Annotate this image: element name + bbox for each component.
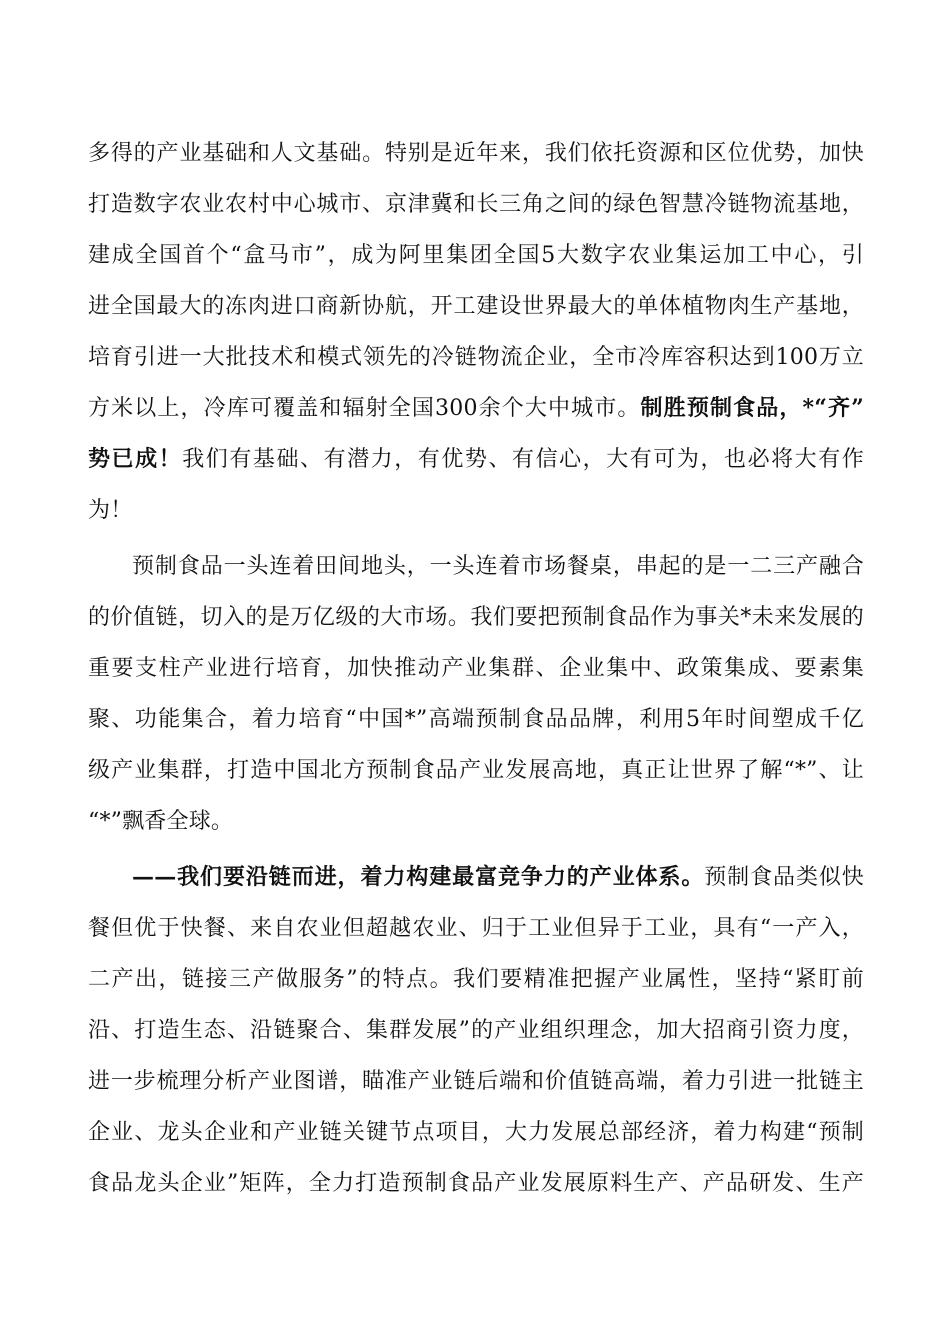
text-line: 进一步梳理分析产业图谱，瞄准产业链后端和价值链高端，着力引进一批链主 xyxy=(88,1069,864,1094)
text-line: 进全国最大的冻肉进口商新协航，开工建设世界最大的单体植物肉生产基地， xyxy=(88,294,864,319)
text-line: 为！ xyxy=(88,498,133,523)
paragraph xyxy=(88,541,864,847)
text-line xyxy=(88,852,864,903)
paragraph xyxy=(88,128,864,536)
plain-text: 方米以上，冷库可覆盖和辐射全国300余个大中城市。 xyxy=(88,396,641,421)
plain-text: 我们有基础、有潜力，有优势、有信心，大有可为，也必将大有作 xyxy=(182,447,864,472)
text-line: “*”飘香全球。 xyxy=(88,809,234,834)
text-line xyxy=(88,383,864,434)
text-line: 建成全国首个“盒马市”，成为阿里集团全国5大数字农业集运加工中心，引 xyxy=(88,243,864,268)
text-line: 级产业集群，打造中国北方预制食品产业发展高地，真正让世界了解“*”、让 xyxy=(88,758,864,783)
text-line: 企业、龙头企业和产业链关键节点项目，大力发展总部经济，着力构建“预制 xyxy=(88,1120,864,1145)
document-body xyxy=(88,128,864,1209)
plain-text: 预制食品类似快 xyxy=(704,865,864,890)
text-line: 打造数字农业农村中心城市、京津冀和长三角之间的绿色智慧冷链物流基地， xyxy=(88,192,864,217)
bold-text: 制胜预制食品，*“齐” xyxy=(640,395,864,421)
text-line: 聚、功能集合，着力培育“中国*”高端预制食品品牌，利用5年时间塑成千亿 xyxy=(88,707,864,732)
text-line: 沿、打造生态、沿链聚合、集群发展”的产业组织理念，加大招商引资力度， xyxy=(88,1018,864,1043)
text-line: 重要支柱产业进行培育，加快推动产业集群、企业集中、政策集成、要素集 xyxy=(88,656,864,681)
text-line: 食品龙头企业”矩阵，全力打造预制食品产业发展原料生产、产品研发、生产 xyxy=(88,1171,864,1196)
text-line: 培育引进一大批技术和模式领先的冷链物流企业，全市冷库容积达到100万立 xyxy=(88,345,864,370)
bold-text: 势已成！ xyxy=(88,446,183,472)
text-line: 二产出，链接三产做服务”的特点。我们要精准把握产业属性，坚持“紧盯前 xyxy=(88,967,864,992)
text-line xyxy=(88,434,864,485)
paragraph xyxy=(88,852,864,1209)
text-line: 预制食品一头连着田间地头，一头连着市场餐桌，串起的是一二三产融合 xyxy=(132,554,864,579)
bold-text: ——我们要沿链而进，着力构建最富竞争力的产业体系。 xyxy=(132,864,705,890)
text-line: 餐但优于快餐、来自农业但超越农业、归于工业但异于工业，具有“一产入， xyxy=(88,916,864,941)
text-line: 多得的产业基础和人文基础。特别是近年来，我们依托资源和区位优势，加快 xyxy=(88,141,864,166)
text-line: 的价值链，切入的是万亿级的大市场。我们要把预制食品作为事关*未来发展的 xyxy=(88,605,864,630)
